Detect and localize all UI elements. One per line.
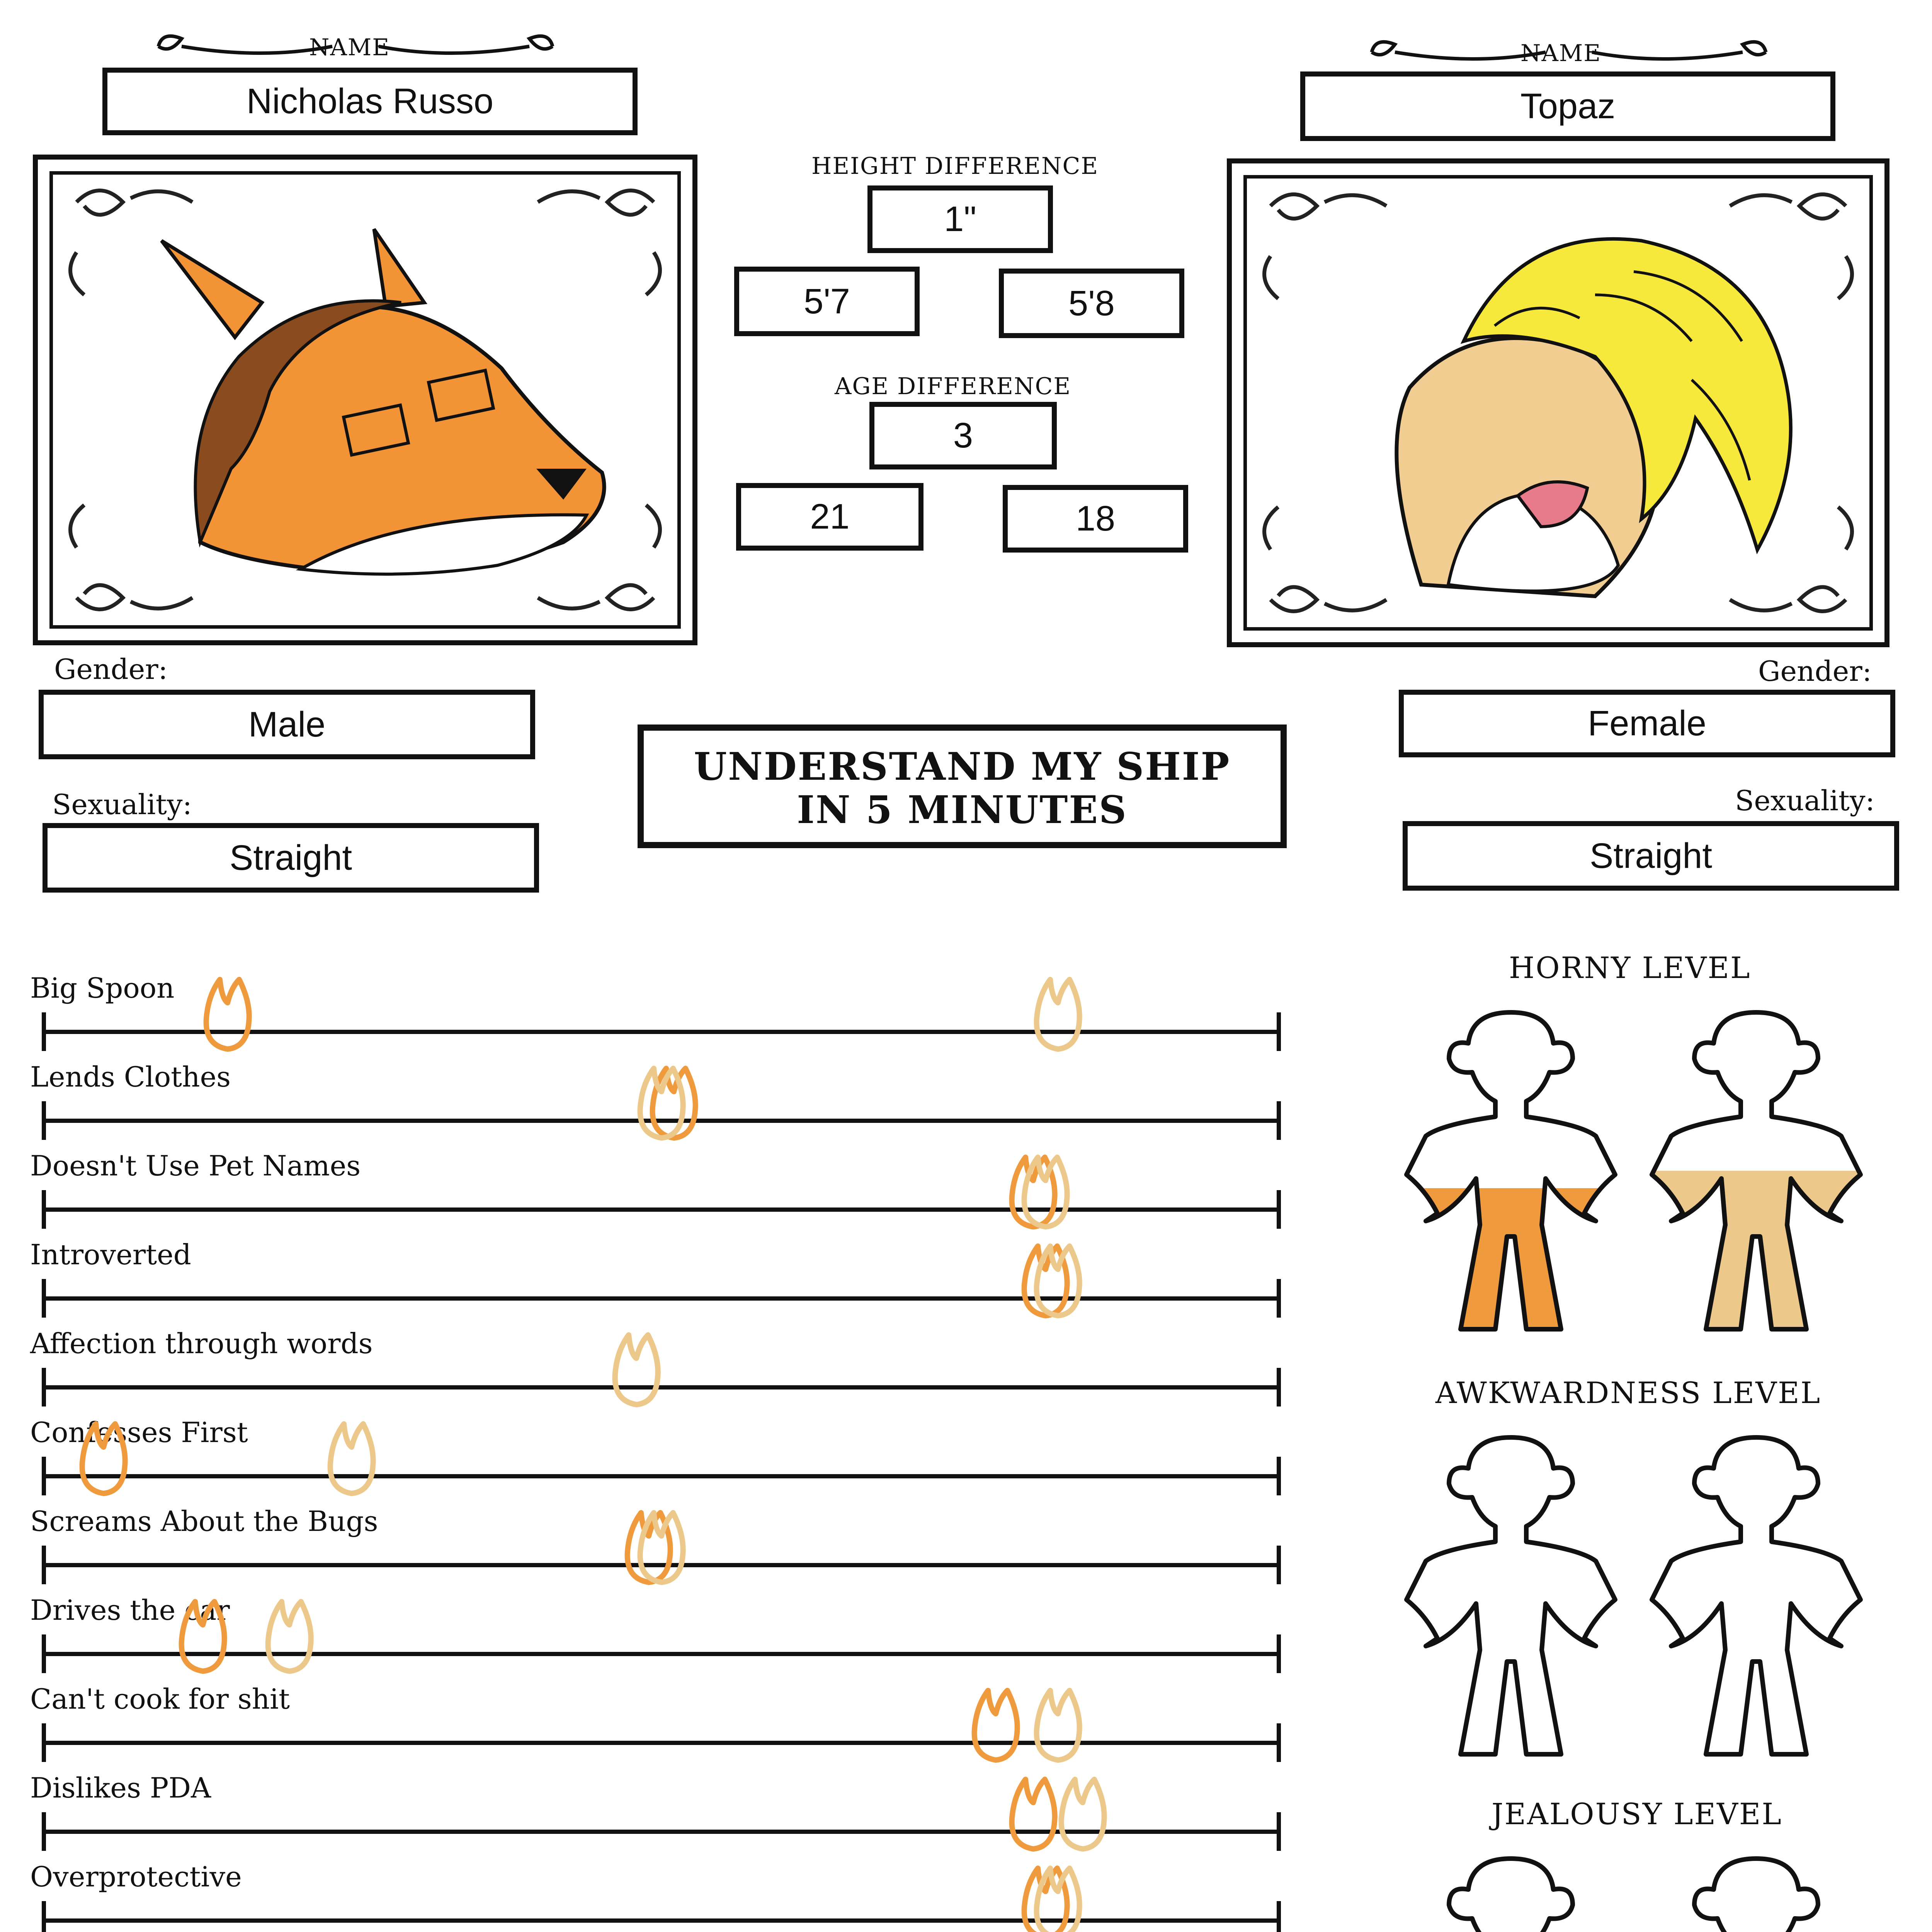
trait-scale-line [42, 1296, 1281, 1301]
trait-left-label: Overprotective [30, 1861, 242, 1893]
left-sexuality-label: Sexuality: [52, 788, 192, 821]
right-gender-value: Female [1588, 704, 1706, 743]
trait-left-label: Screams About the Bugs [30, 1505, 378, 1537]
left-gender-field[interactable] [39, 690, 535, 759]
trait-scale-right-tick [1277, 1368, 1281, 1406]
left-level-figure [1391, 1422, 1631, 1770]
age-difference-value: 3 [953, 416, 973, 455]
fox-portrait-icon [53, 175, 677, 625]
right-character-marker[interactable] [1027, 972, 1089, 1053]
trait-scale-right-tick [1277, 1012, 1281, 1051]
trait-left-label: Dislikes PDA [30, 1772, 211, 1804]
right-character-marker[interactable] [1027, 1683, 1089, 1764]
trait-scale-left-tick [42, 1723, 46, 1762]
trait-scale-line [42, 1208, 1281, 1212]
trait-scale-right-tick [1277, 1812, 1281, 1851]
right-sexuality-field[interactable] [1403, 821, 1899, 891]
trait-scale-line [42, 1741, 1281, 1745]
trait-scale-left-tick [42, 1457, 46, 1495]
level-title: AWKWARDNESS LEVEL [1435, 1376, 1821, 1410]
left-height-field[interactable] [734, 267, 920, 336]
right-character-marker[interactable] [1015, 1150, 1077, 1231]
trait-scale-right-tick [1277, 1723, 1281, 1762]
right-height-value: 5'8 [1068, 283, 1115, 323]
left-character-marker[interactable] [965, 1683, 1027, 1764]
trait-scale-left-tick [42, 1190, 46, 1229]
trait-left-label: Introverted [30, 1238, 191, 1271]
left-character-marker[interactable] [197, 972, 259, 1053]
trait-scale-left-tick [42, 1012, 46, 1051]
height-difference-field[interactable] [867, 185, 1053, 253]
right-character-marker[interactable] [605, 1327, 667, 1408]
trait-left-label: Doesn't Use Pet Names [30, 1150, 361, 1182]
left-name-value: Nicholas Russo [246, 82, 494, 121]
trait-left-label: Drives the car [30, 1594, 230, 1626]
right-level-figure [1636, 1843, 1876, 1932]
trait-scale-right-tick [1277, 1190, 1281, 1229]
right-character-marker[interactable] [631, 1505, 692, 1586]
age-difference-label: AGE DIFFERENCE [835, 373, 1071, 400]
trait-left-label: Can't cook for shit [30, 1683, 290, 1715]
page-title-line1: UNDERSTAND MY SHIP [694, 745, 1231, 789]
right-level-figure [1636, 997, 1876, 1345]
right-age-field[interactable] [1003, 485, 1188, 553]
right-character-marker[interactable] [1052, 1772, 1114, 1853]
trait-scale-line [42, 1474, 1281, 1478]
page-title-line2: IN 5 MINUTES [797, 788, 1128, 832]
trait-scale-line [42, 1918, 1281, 1923]
trait-scale-right-tick [1277, 1546, 1281, 1584]
right-name-label: NAME [1520, 40, 1602, 67]
right-level-figure [1636, 1422, 1876, 1770]
trait-left-label: Confesses First [30, 1416, 248, 1449]
right-character-marker[interactable] [631, 1061, 692, 1142]
page-title [638, 724, 1287, 848]
left-sexuality-value: Straight [229, 838, 352, 878]
trait-scale-left-tick [42, 1546, 46, 1584]
right-sexuality-label: Sexuality: [1735, 784, 1875, 817]
trait-scale-right-tick [1277, 1457, 1281, 1495]
trait-scale-left-tick [42, 1812, 46, 1851]
left-name-label: NAME [309, 34, 390, 61]
left-gender-label: Gender: [54, 653, 168, 685]
blonde-cat-portrait-icon [1247, 179, 1869, 627]
right-character-marker[interactable] [1027, 1861, 1089, 1932]
left-level-figure [1391, 997, 1631, 1345]
left-height-value: 5'7 [804, 281, 850, 321]
left-age-field[interactable] [736, 483, 923, 551]
right-character-marker[interactable] [321, 1416, 383, 1497]
level-title: HORNY LEVEL [1509, 951, 1751, 985]
trait-left-label: Affection through words [30, 1327, 373, 1360]
trait-left-label: Big Spoon [30, 972, 175, 1004]
left-age-value: 21 [810, 497, 850, 536]
right-name-value: Topaz [1520, 86, 1616, 126]
trait-scale-right-tick [1277, 1901, 1281, 1932]
trait-scale-left-tick [42, 1101, 46, 1140]
trait-scale-right-tick [1277, 1634, 1281, 1673]
right-age-value: 18 [1075, 499, 1116, 538]
left-gender-value: Male [248, 704, 326, 744]
left-sexuality-field[interactable] [43, 823, 539, 893]
right-sexuality-value: Straight [1589, 836, 1713, 876]
left-character-marker[interactable] [73, 1416, 134, 1497]
right-gender-label: Gender: [1758, 655, 1872, 687]
right-portrait-frame [1227, 158, 1889, 647]
height-difference-label: HEIGHT DIFFERENCE [811, 153, 1099, 180]
trait-scale-left-tick [42, 1368, 46, 1406]
right-name-field[interactable] [1300, 71, 1835, 141]
right-gender-field[interactable] [1399, 690, 1895, 757]
left-level-figure [1391, 1843, 1631, 1932]
right-character-marker[interactable] [1027, 1238, 1089, 1320]
level-title: JEALOUSY LEVEL [1492, 1797, 1782, 1831]
trait-scale-left-tick [42, 1634, 46, 1673]
trait-scale-left-tick [42, 1279, 46, 1318]
left-character-marker[interactable] [172, 1594, 234, 1675]
right-character-marker[interactable] [259, 1594, 320, 1675]
height-difference-value: 1" [944, 199, 976, 239]
left-portrait-frame [33, 155, 697, 645]
age-difference-field[interactable] [869, 402, 1057, 469]
trait-scale-right-tick [1277, 1279, 1281, 1318]
left-name-field[interactable] [102, 68, 638, 135]
trait-scale-left-tick [42, 1901, 46, 1932]
right-height-field[interactable] [999, 269, 1184, 338]
trait-scale-right-tick [1277, 1101, 1281, 1140]
trait-left-label: Lends Clothes [30, 1061, 231, 1093]
